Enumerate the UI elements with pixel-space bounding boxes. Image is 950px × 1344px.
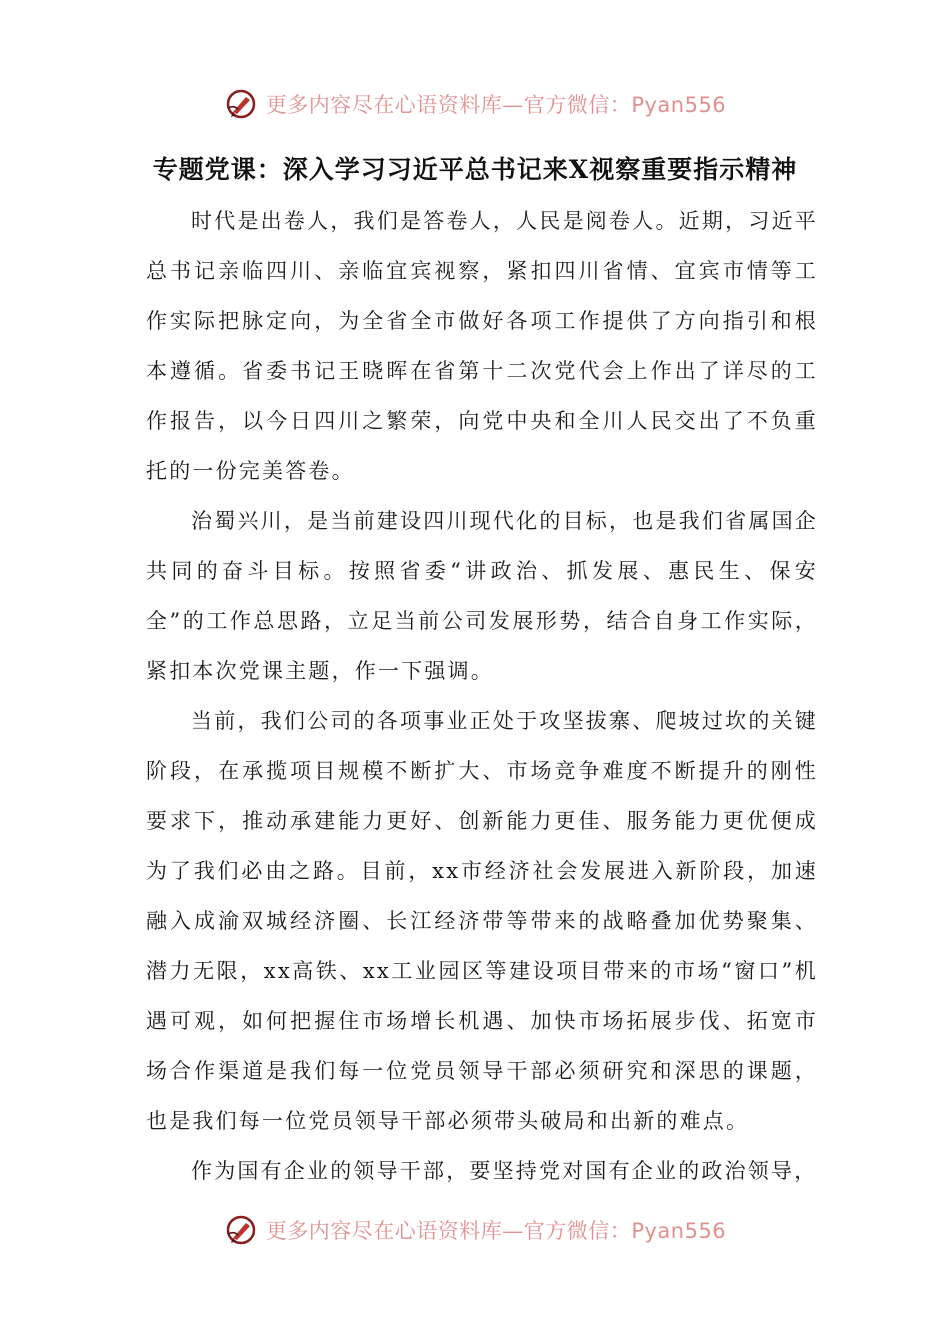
paragraph-4: 作为国有企业的领导干部，要坚持党对国有企业的政治领导，: [191, 1159, 818, 1183]
watermark-text: 更多内容尽在心语资料库—官方微信：Pyan556: [265, 93, 727, 117]
document-body: [146, 196, 818, 1196]
paragraph-3: 当前，我们公司的各项事业正处于攻坚拔寨、爬坡过坎的关键阶段，在承揽项目规模不断扩大、市场竞争难度不断提升的刚性要求下，推动承建能力更好、创新能力更佳、服务能力更优便成为了我们必由之路。目前，xx市经济社会发展进入新阶段，加速融入成渝双城经济圈、长江经济带等带来的战略叠加优势聚集、潜力无限，xx高铁、xx工业园区等建设项目带来的市场“窗口”机遇可观，如何把握住市场增长机遇、加快市场拓展步伐、拓宽市场合作渠道是我们每一位党员领导干部必须研究和深思的课题，也是我们每一位党员领导干部必须带头破局和出新的难点。: [146, 709, 818, 1133]
document-title: 专题党课：深入学习习近平总书记来X视察重要指示精神: [152, 155, 798, 184]
pen-logo-icon: [224, 1213, 258, 1247]
paragraph-1: 时代是出卷人，我们是答卷人，人民是阅卷人。近期，习近平总书记亲临四川、亲临宜宾视察，紧扣四川省情、宜宾市情等工作实际把脉定向，为全省全市做好各项工作提供了方向指引和根本遵循。省委书记王晓晖在省第十二次党代会上作出了详尽的工作报告，以今日四川之繁荣，向党中央和全川人民交出了不负重托的一份完美答卷。: [146, 209, 818, 483]
wechat-id: Pyan556: [631, 93, 727, 117]
header-watermark: [0, 84, 950, 124]
watermark-text: 更多内容尽在心语资料库—官方微信：Pyan556: [265, 1219, 727, 1243]
wechat-id: Pyan556: [631, 1219, 727, 1243]
pen-logo-icon: [224, 87, 258, 121]
paragraph-2: 治蜀兴川，是当前建设四川现代化的目标，也是我们省属国企共同的奋斗目标。按照省委“讲政治、抓发展、惠民生、保安全”的工作总思路，立足当前公司发展形势，结合自身工作实际，紧扣本次党课主题，作一下强调。: [146, 509, 818, 683]
footer-watermark: [0, 1210, 950, 1250]
